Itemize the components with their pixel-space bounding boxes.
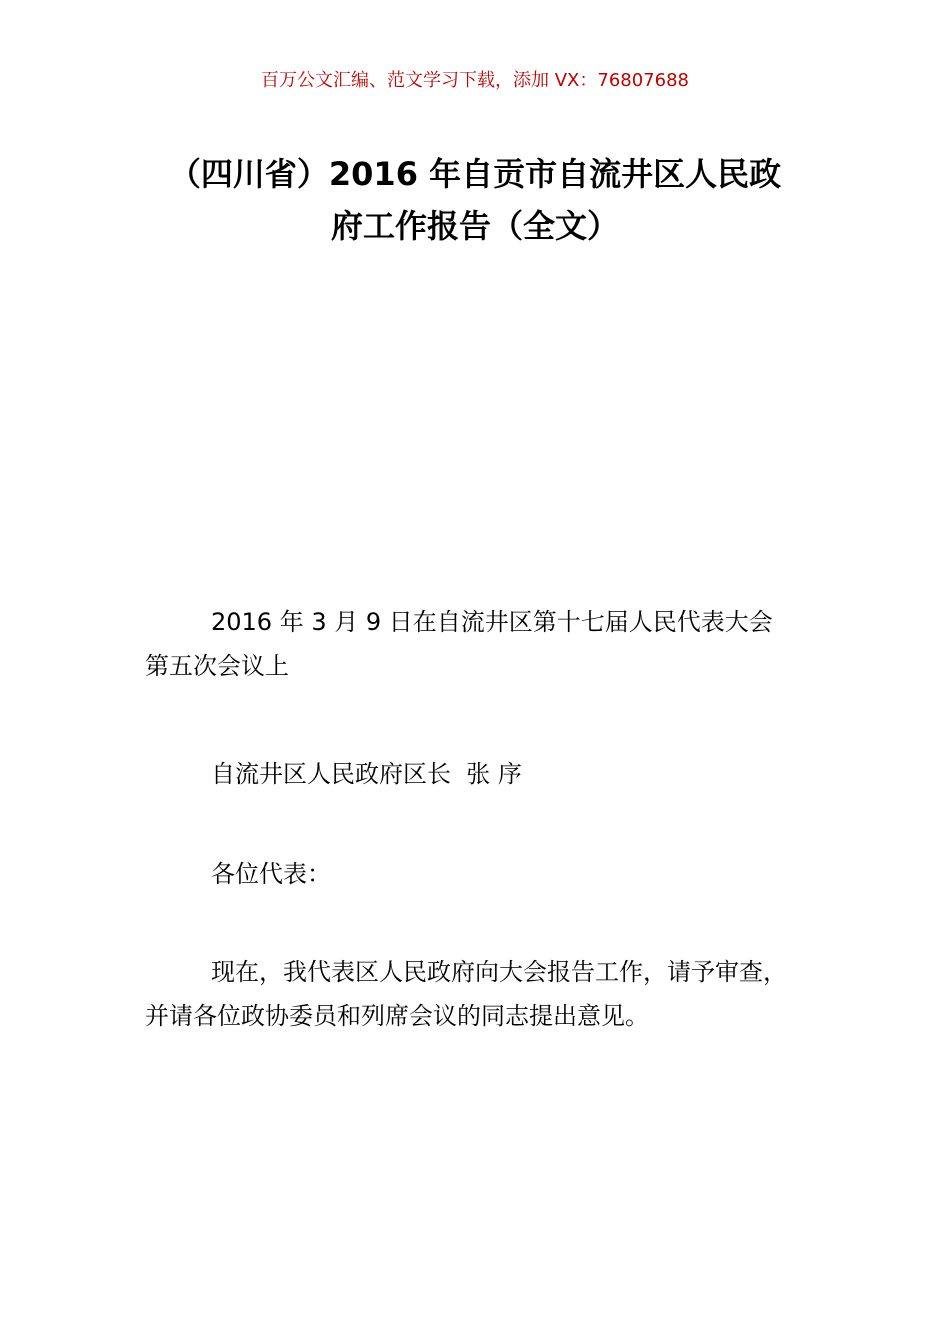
title-line-2: 府工作报告（全文） — [330, 207, 619, 245]
salutation-paragraph — [145, 852, 835, 896]
meeting-info-line-1: 2016 年 3 月 9 日在自流井区第十七届人民代表大会 — [211, 608, 773, 636]
intro-line-2: 并请各位政协委员和列席会议的同志提出意见。 — [145, 1002, 649, 1030]
header-note: 百万公文汇编、范文学习下载，添加 VX：76807688 — [261, 70, 689, 91]
title-line-1: （四川省）2016 年自贡市自流井区人民政 — [168, 155, 782, 193]
speaker-line: 自流井区人民政府区长 张 序 — [211, 760, 522, 788]
document-title — [100, 148, 850, 252]
intro-paragraph — [145, 950, 835, 1038]
meeting-info-line-2: 第五次会议上 — [145, 652, 289, 680]
intro-line-1: 现在，我代表区人民政府向大会报告工作，请予审查， — [211, 958, 787, 986]
meeting-info-paragraph — [145, 600, 835, 688]
salutation-line: 各位代表： — [211, 860, 331, 888]
speaker-paragraph — [145, 752, 835, 796]
